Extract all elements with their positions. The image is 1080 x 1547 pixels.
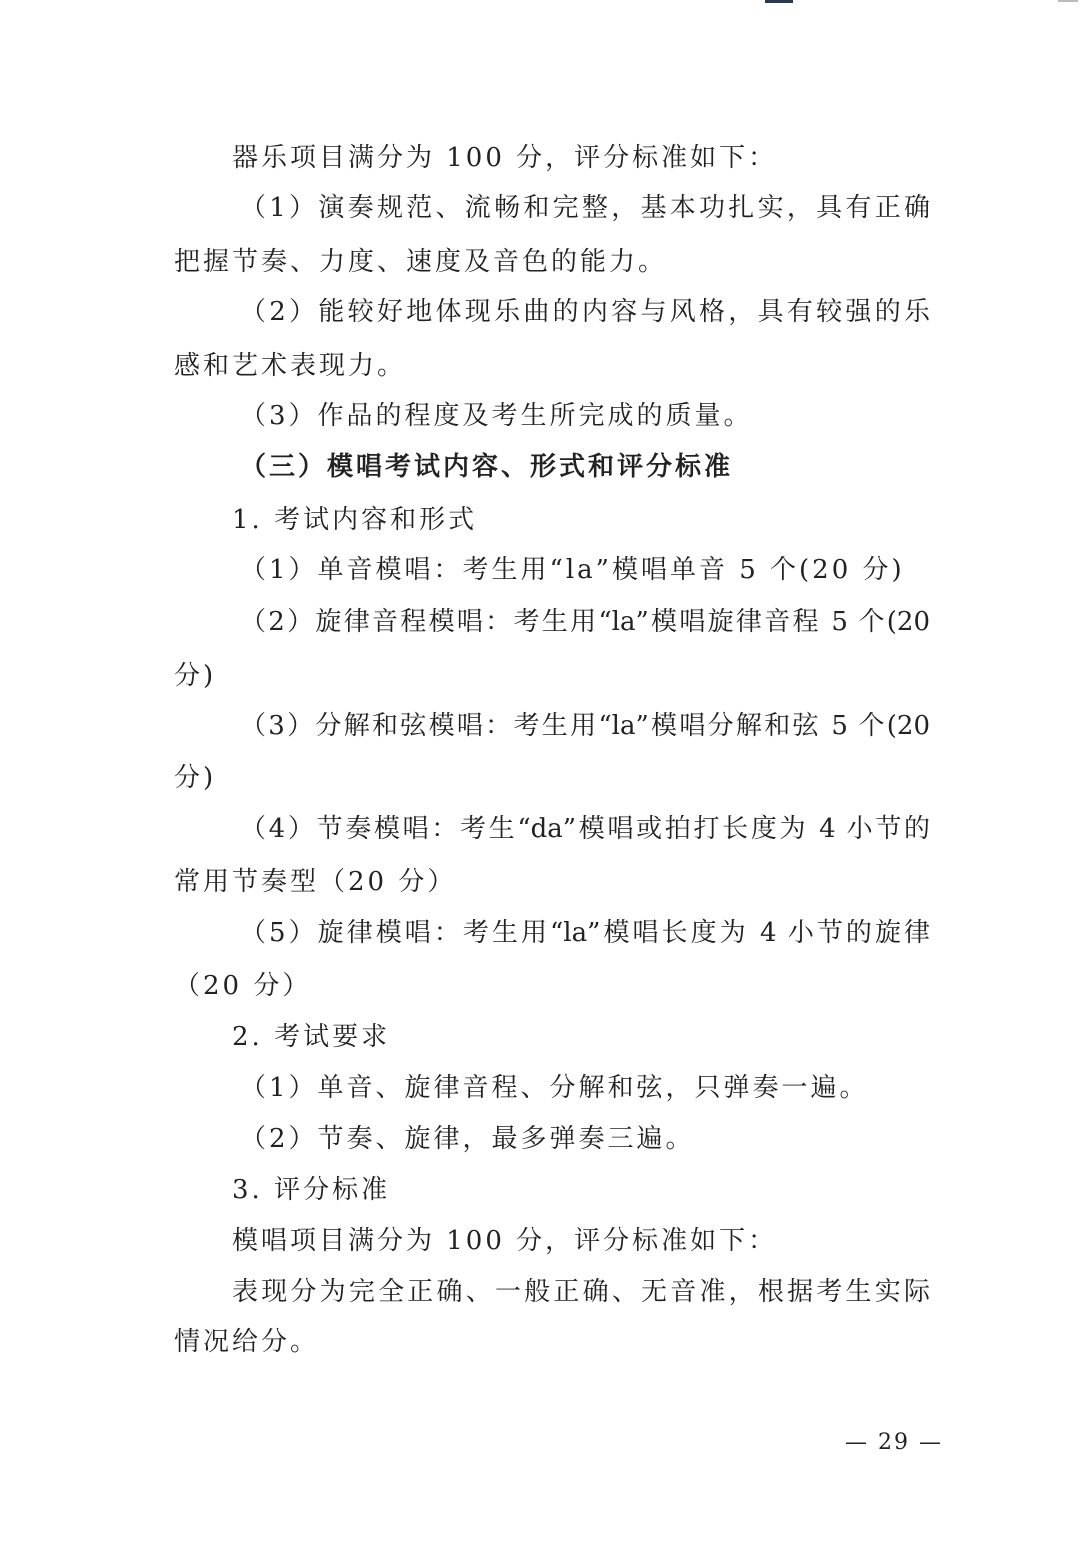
paragraph-line: （2）旋律音程模唱：考生用“la”模唱旋律音程 5 个(20 — [240, 607, 930, 637]
paragraph-line: （1）单音模唱：考生用“la”模唱单音 5 个(20 分) — [240, 555, 905, 585]
paragraph-line: （20 分） — [174, 971, 312, 1001]
subsection-heading: 2. 考试要求 — [232, 1022, 391, 1052]
paragraph-line: （3）分解和弦模唱：考生用“la”模唱分解和弦 5 个(20 — [240, 711, 930, 741]
paragraph-line: 分) — [174, 661, 217, 691]
paragraph-line: （3）作品的程度及考生所完成的质量。 — [240, 401, 753, 431]
paragraph-line: 器乐项目满分为 100 分，评分标准如下： — [232, 143, 778, 173]
paragraph-line: （1）单音、旋律音程、分解和弦，只弹奏一遍。 — [240, 1073, 869, 1103]
paragraph-line: 模唱项目满分为 100 分，评分标准如下： — [232, 1226, 778, 1256]
paragraph-line: （4）节奏模唱：考生“da”模唱或拍打长度为 4 小节的 — [240, 814, 930, 844]
scan-edge-mark — [765, 0, 793, 3]
subsection-heading: 1. 考试内容和形式 — [232, 505, 478, 535]
paragraph-line: （1）演奏规范、流畅和完整，基本功扎实，具有正确 — [240, 193, 930, 223]
paragraph-line: 情况给分。 — [174, 1327, 320, 1357]
paragraph-line: 把握节奏、力度、速度及音色的能力。 — [174, 247, 668, 277]
paragraph-line: 表现分为完全正确、一般正确、无音准，根据考生实际 — [232, 1277, 930, 1307]
paragraph-line: 感和艺术表现力。 — [174, 351, 407, 381]
subsection-heading: 3. 评分标准 — [232, 1175, 391, 1205]
page-number: — 29 — — [845, 1430, 943, 1455]
scan-edge-mark — [1058, 0, 1078, 2]
paragraph-line: 分) — [174, 763, 217, 793]
paragraph-line: （5）旋律模唱：考生用“la”模唱长度为 4 小节的旋律 — [240, 918, 930, 948]
paragraph-line: （2）能较好地体现乐曲的内容与风格，具有较强的乐 — [240, 297, 930, 327]
section-heading: （三）模唱考试内容、形式和评分标准 — [240, 452, 734, 482]
paragraph-line: 常用节奏型（20 分） — [174, 867, 457, 897]
paragraph-line: （2）节奏、旋律，最多弹奏三遍。 — [240, 1124, 695, 1154]
